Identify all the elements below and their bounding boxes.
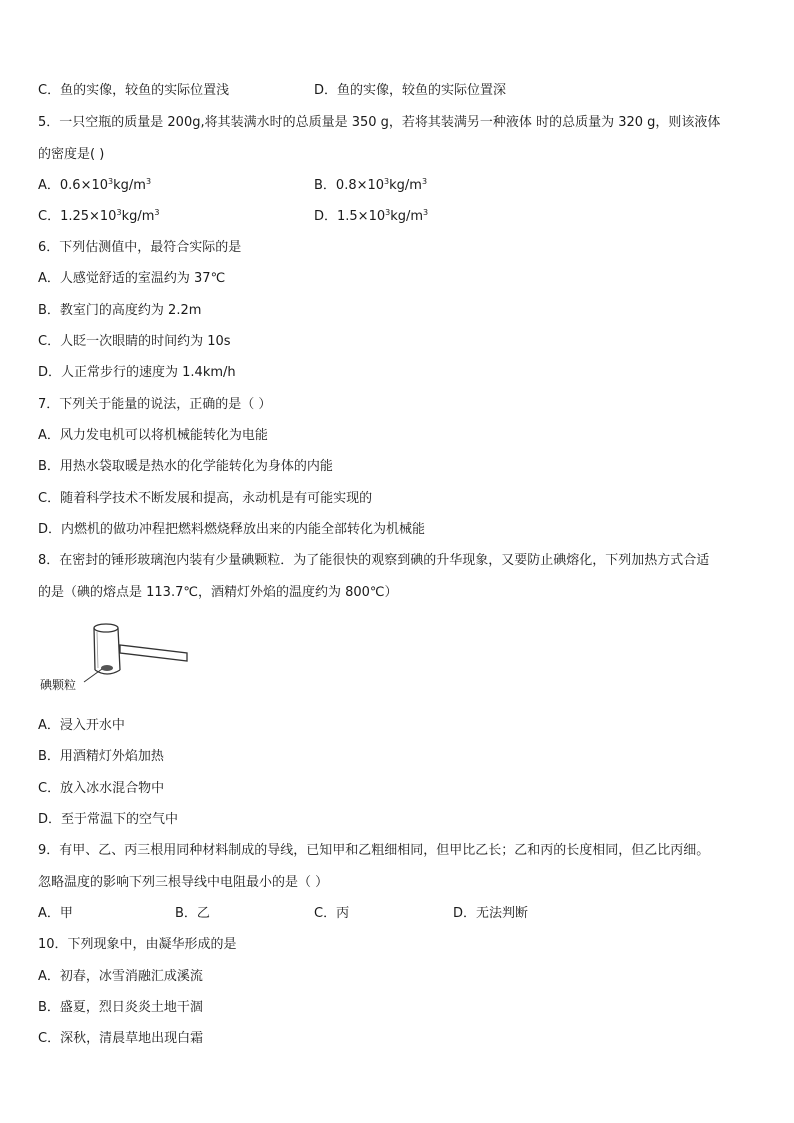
q8-stem-line1: 8．在密封的锤形玻璃泡内装有少量碘颗粒．为了能很快的观察到碘的升华现象，又要防止碘熔化，下列加热方式合适 [38, 553, 710, 568]
figure-label: 碘颗粒 [40, 678, 77, 692]
q8-stem-line2: 的是（碘的熔点是 113.7℃，酒精灯外焰的温度约为 800℃） [38, 585, 398, 600]
q8-option-c: C．放入冰水混合物中 [38, 781, 165, 796]
q10-option-b: B．盛夏，烈日炎炎土地干涸 [38, 1000, 203, 1015]
q10-option-c: C．深秋，清晨草地出现白霜 [38, 1031, 204, 1046]
q5-option-b: B．$0.8\times 10^3kg/m^3$ [314, 177, 428, 193]
q8-option-b: B．用酒精灯外焰加热 [38, 749, 164, 764]
iodine-tube-figure [40, 618, 200, 698]
q9-option-b: B．乙 [175, 906, 210, 921]
q5-stem-line1: 5．一只空瓶的质量是 200g,将其装满水时的总质量是 350 g，若将其装满另一种液体 时的总质量为 320 g，则该液体 [38, 115, 721, 130]
q7-option-d: D．内燃机的做功冲程把燃料燃烧释放出来的内能全部转化为机械能 [38, 522, 426, 537]
q6-option-d: D．人正常步行的速度为 1.4km/h [38, 365, 236, 380]
q7-option-a: A．风力发电机可以将机械能转化为电能 [38, 428, 268, 443]
q6-option-a: A．人感觉舒适的室温约为 37℃ [38, 271, 226, 286]
q9-option-d: D．无法判断 [453, 906, 529, 921]
q6-option-c: C．人眨一次眼睛的时间约为 10s [38, 334, 231, 349]
q9-stem-line2: 忽略温度的影响下列三根导线中电阻最小的是（ ） [38, 875, 329, 890]
q10-option-a: A．初春，冰雪消融汇成溪流 [38, 969, 203, 984]
q6-stem: 6．下列估测值中，最符合实际的是 [38, 240, 242, 255]
q5-option-a: A．$0.6\times 10^3kg/m^3$ [38, 177, 152, 193]
q8-option-a: A．浸入开水中 [38, 718, 125, 733]
q4-option-c: C．鱼的实像，较鱼的实际位置浅 [38, 83, 230, 98]
q5-stem-line2: 的密度是( ) [38, 147, 105, 162]
q7-option-c: C．随着科学技术不断发展和提高，永动机是有可能实现的 [38, 491, 373, 506]
q9-option-a: A．甲 [38, 906, 73, 921]
q6-option-b: B．教室门的高度约为 2.2m [38, 303, 202, 318]
q4-option-d: D．鱼的实像，较鱼的实际位置深 [314, 83, 507, 98]
q9-stem-line1: 9．有甲、乙、丙三根用同种材料制成的导线，已知甲和乙粗细相同，但甲比乙长；乙和丙的长度相同，但乙比丙细。 [38, 843, 710, 858]
q8-option-d: D．至于常温下的空气中 [38, 812, 179, 827]
q9-option-c: C．丙 [314, 906, 350, 921]
q7-option-b: B．用热水袋取暖是热水的化学能转化为身体的内能 [38, 459, 333, 474]
q5-option-c: C．$1.25\times 10^3kg/m^3$ [38, 208, 160, 224]
q5-option-d: D．$1.5\times 10^3kg/m^3$ [314, 208, 429, 224]
q7-stem: 7．下列关于能量的说法，正确的是（ ） [38, 397, 272, 412]
q10-stem: 10．下列现象中，由凝华形成的是 [38, 937, 237, 952]
